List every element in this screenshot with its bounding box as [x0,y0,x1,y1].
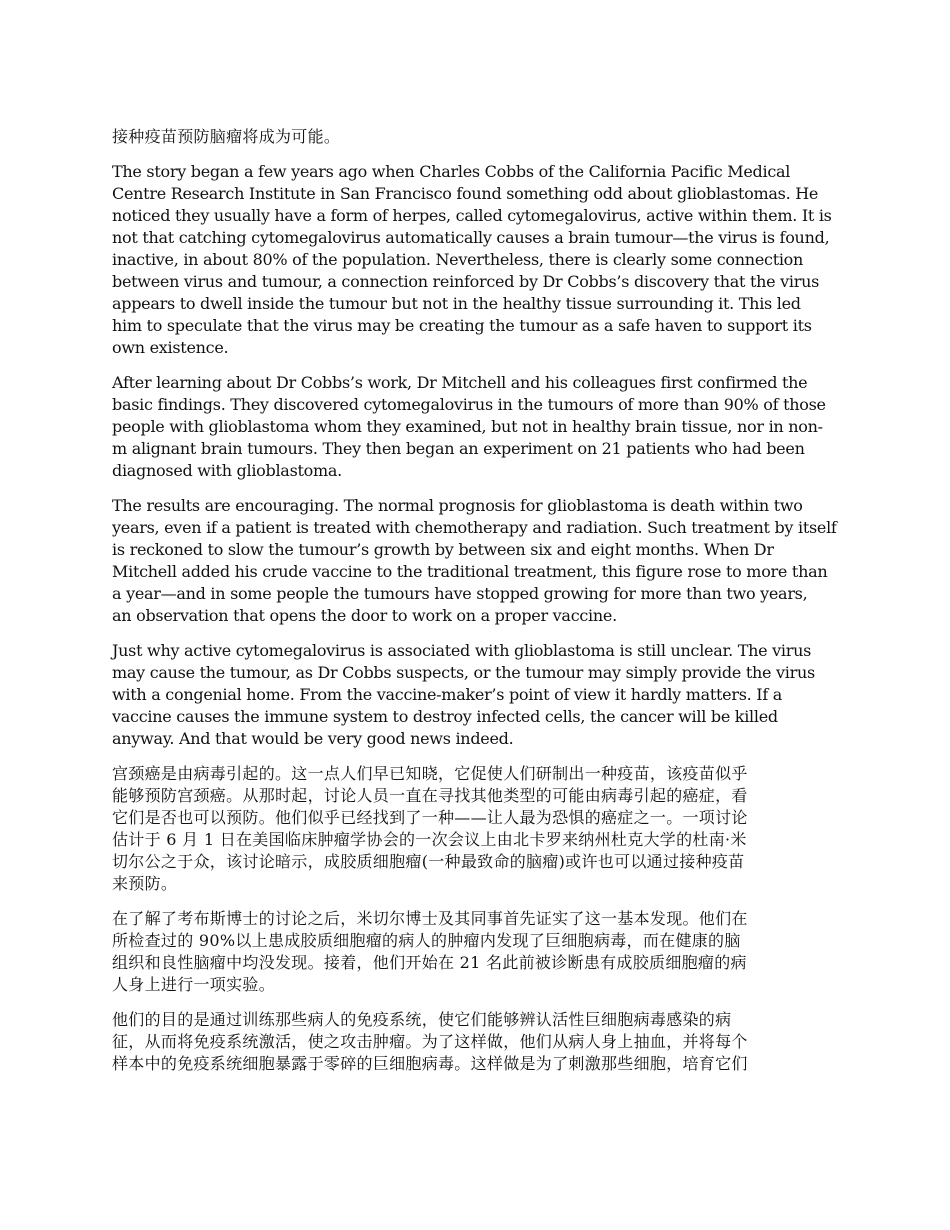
text-line: 人身上进行一项实验。 [112,975,276,994]
text-line: 样本中的免疫系统细胞暴露于零碎的巨细胞病毒。这样做是为了刺激那些细胞，培育它们 [112,1054,748,1073]
document-page [112,126,840,1088]
text-line: Centre Research Institute in San Francisco found something odd about glioblastomas. He [112,184,819,203]
text-line: 它们是否也可以预防。他们似乎已经找到了一种——让人最为恐惧的癌症之一。一项讨论 [112,808,748,827]
text-line: 他们的目的是通过训练那些病人的免疫系统，使它们能够辨认活性巨细胞病毒感染的病 [112,1010,732,1029]
text-line: him to speculate that the virus may be creating the tumour as a safe haven to support its [112,316,812,335]
text-line: 在了解了考布斯博士的讨论之后，米切尔博士及其同事首先证实了这一基本发现。他们在 [112,909,748,928]
text-line: people with glioblastoma whom they examined, but not in healthy brain tissue, nor in non- [112,417,823,436]
text-line: 征，从而将免疫系统激活，使之攻击肿瘤。为了这样做，他们从病人身上抽血，并将每个 [112,1032,748,1051]
text-line: 切尔公之于众，该讨论暗示，成胶质细胞瘤(一种最致命的脑瘤)或许也可以通过接种疫苗 [112,852,745,871]
text-line: 组织和良性脑瘤中均没发现。接着，他们开始在 21 名此前被诊断患有成胶质细胞瘤的病 [112,953,747,972]
text-line: own existence. [112,338,229,357]
paragraph [112,495,840,627]
text-line: Just why active cytomegalovirus is associated with glioblastoma is still unclear. The virus [112,641,812,660]
text-line: with a congenial home. From the vaccine-maker’s point of view it hardly matters. If a [112,685,783,704]
text-line: The results are encouraging. The normal prognosis for glioblastoma is death within two [112,496,803,515]
text-line: m alignant brain tumours. They then began an experiment on 21 patients who had been [112,439,805,458]
document-body [112,161,840,1075]
text-line: a year—and in some people the tumours have stopped growing for more than two years, [112,584,808,603]
text-line: is reckoned to slow the tumour’s growth by between six and eight months. When Dr [112,540,774,559]
text-line: may cause the tumour, as Dr Cobbs suspects, or the tumour may simply provide the virus [112,663,815,682]
text-line: 宫颈癌是由病毒引起的。这一点人们早已知晓，它促使人们研制出一种疫苗，该疫苗似乎 [112,764,748,783]
text-line: The story began a few years ago when Charles Cobbs of the California Pacific Medical [112,162,791,181]
text-line: years, even if a patient is treated with chemotherapy and radiation. Such treatment by itself [112,518,837,537]
text-line: Mitchell added his crude vaccine to the traditional treatment, this figure rose to more than [112,562,828,581]
text-line: basic findings. They discovered cytomegalovirus in the tumours of more than 90% of those [112,395,826,414]
text-line: After learning about Dr Cobbs’s work, Dr Mitchell and his colleagues first confirmed the [112,373,808,392]
text-line: not that catching cytomegalovirus automatically causes a brain tumour—the virus is found, [112,228,830,247]
intro-line [112,126,840,148]
text-line: noticed they usually have a form of herpes, called cytomegalovirus, active within them. It is [112,206,832,225]
text-line: inactive, in about 80% of the population. Nevertheless, there is clearly some connection [112,250,804,269]
paragraph [112,763,840,895]
text-line: 估计于 6 月 1 日在美国临床肿瘤学协会的一次会议上由北卡罗来纳州杜克大学的杜南·米 [112,830,747,849]
paragraph [112,908,840,996]
paragraph [112,372,840,482]
text-line: between virus and tumour, a connection reinforced by Dr Cobbs’s discovery that the virus [112,272,820,291]
paragraph [112,1009,840,1075]
text-line: 所检查过的 90%以上患成胶质细胞瘤的病人的肿瘤内发现了巨细胞病毒，而在健康的脑 [112,931,741,950]
text-line: an observation that opens the door to work on a proper vaccine. [112,606,617,625]
paragraph [112,161,840,359]
text-line: 接种疫苗预防脑瘤将成为可能。 [112,127,341,146]
text-line: diagnosed with glioblastoma. [112,461,342,480]
text-line: appears to dwell inside the tumour but not in the healthy tissue surrounding it. This led [112,294,801,313]
text-line: 能够预防宫颈癌。从那时起，讨论人员一直在寻找其他类型的可能由病毒引起的癌症，看 [112,786,748,805]
text-line: anyway. And that would be very good news indeed. [112,729,514,748]
paragraph [112,640,840,750]
text-line: 来预防。 [112,874,178,893]
text-line: vaccine causes the immune system to destroy infected cells, the cancer will be killed [112,707,778,726]
